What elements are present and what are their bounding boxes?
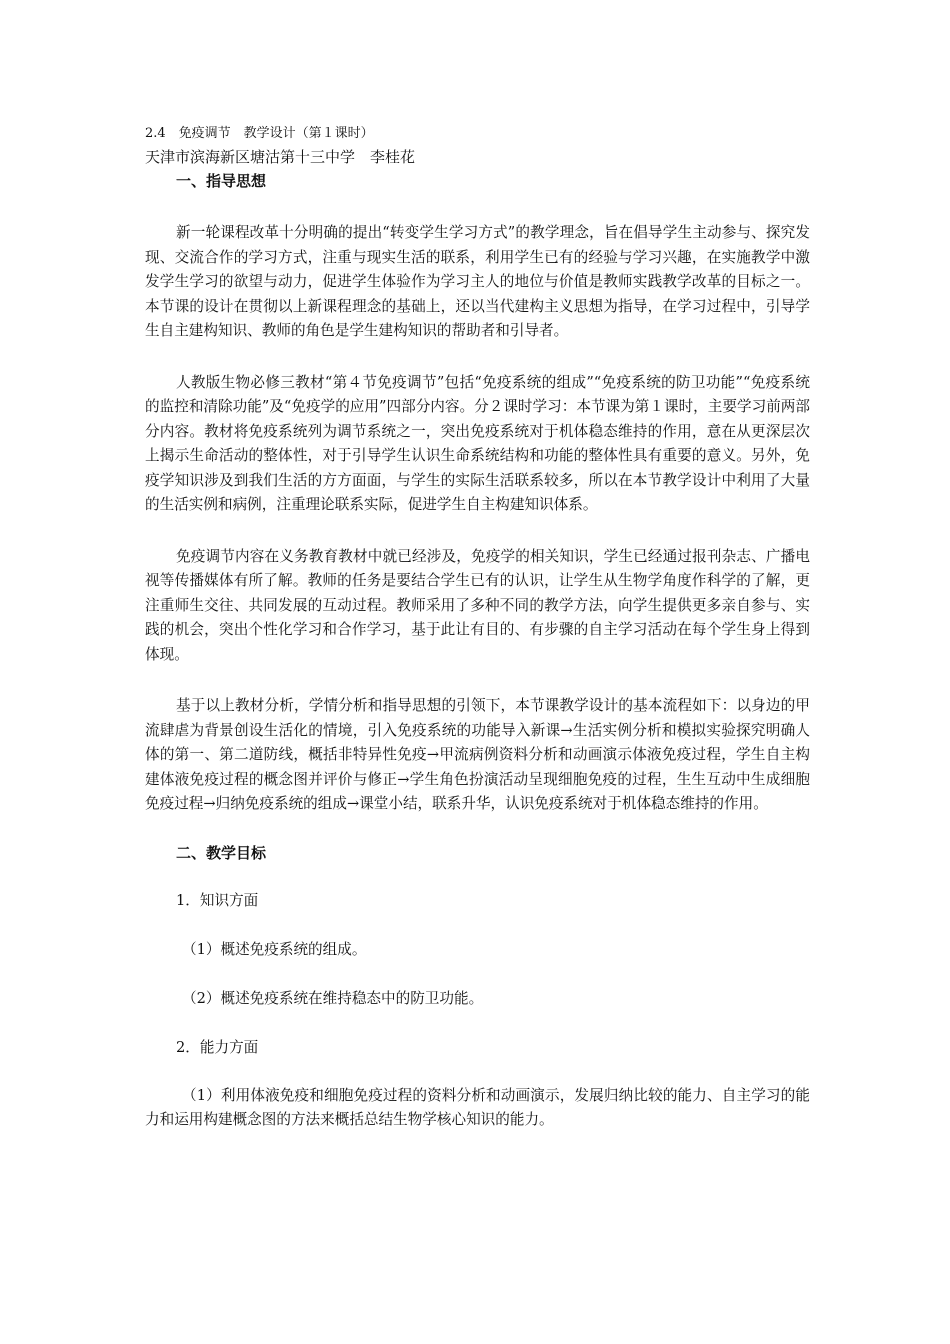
- section-heading-guiding-ideas: 一、指导思想: [176, 172, 267, 190]
- knowledge-label: 1．知识方面: [176, 891, 259, 909]
- knowledge-item-1: （1）概述免疫系统的组成。: [182, 940, 367, 958]
- section-heading-teaching-objectives: 二、教学目标: [176, 843, 267, 862]
- paragraph-1: 新一轮课程改革十分明确的提出“转变学生学习方式”的教学理念，旨在倡导学生主动参与、探究发现、交流合作的学习方式，注重与现实生活的联系，利用学生已有的经验与学习兴趣，在实施教学中激发学生学习的欲望与动力，促进学生体验作为学习主人的地位与价值是教师实践教学改革的目标之一。本节课的设计在贯彻以上新课程理念的基础上，还以当代建构主义思想为指导，在学习过程中，引导学生自主建构知识、教师的角色是学生建构知识的帮助者和引导者。: [145, 224, 810, 339]
- ability-label: 2．能力方面: [176, 1038, 259, 1056]
- document-page: [145, 124, 810, 1133]
- paragraph-2: 人教版生物必修三教材“第４节免疫调节”包括“免疫系统的组成”“免疫系统的防卫功能”“免疫系统的监控和清除功能”及“免疫学的应用”四部分内容。分２课时学习：本节课为第１课时，主要学习前两部分内容。教材将免疫系统列为调节系统之一，突出免疫系统对于机体稳态维持的作用，意在从更深层次上揭示生命活动的整体性，对于引导学生认识生命系统结构和功能的整体性具有重要的意义。另外，免疫学知识涉及到我们生活的方方面面，与学生的实际生活联系较多，所以在本节教学设计中利用了大量的生活实例和病例，注重理论联系实际，促进学生自主构建知识体系。: [145, 373, 810, 513]
- knowledge-item-2: （2）概述免疫系统在维持稳态中的防卫功能。: [182, 989, 484, 1007]
- paragraph-4: 基于以上教材分析，学情分析和指导思想的引领下，本节课教学设计的基本流程如下：以身边的甲流肆虐为背景创设生活化的情境，引入免疫系统的功能导入新课→生活实例分析和模拟实验探究明确人体的第一、第二道防线，概括非特异性免疫→甲流病例资料分析和动画演示体液免疫过程，学生自主构建体液免疫过程的概念图并评价与修正→学生角色扮演活动呈现细胞免疫的过程，生生互动中生成细胞免疫过程→归纳免疫系统的组成→课堂小结，联系升华，认识免疫系统对于机体稳态维持的作用。: [145, 697, 810, 812]
- document-author: 天津市滨海新区塘沽第十三中学 李桂花: [145, 148, 416, 166]
- document-title: 2.4 免疫调节 教学设计（第１课时）: [145, 126, 374, 141]
- ability-item-1: （1）利用体液免疫和细胞免疫过程的资料分析和动画演示，发展归纳比较的能力、自主学习的能力和运用构建概念图的方法来概括总结生物学核心知识的能力。: [145, 1086, 810, 1128]
- paragraph-3: 免疫调节内容在义务教育教材中就已经涉及，免疫学的相关知识，学生已经通过报刊杂志、广播电视等传播媒体有所了解。教师的任务是要结合学生已有的认识，让学生从生物学角度作科学的了解，更注重师生交往、共同发展的互动过程。教师采用了多种不同的教学方法，向学生提供更多亲自参与、实践的机会，突出个性化学习和合作学习，基于此让有目的、有步骤的自主学习活动在每个学生身上得到体现。: [145, 547, 810, 663]
